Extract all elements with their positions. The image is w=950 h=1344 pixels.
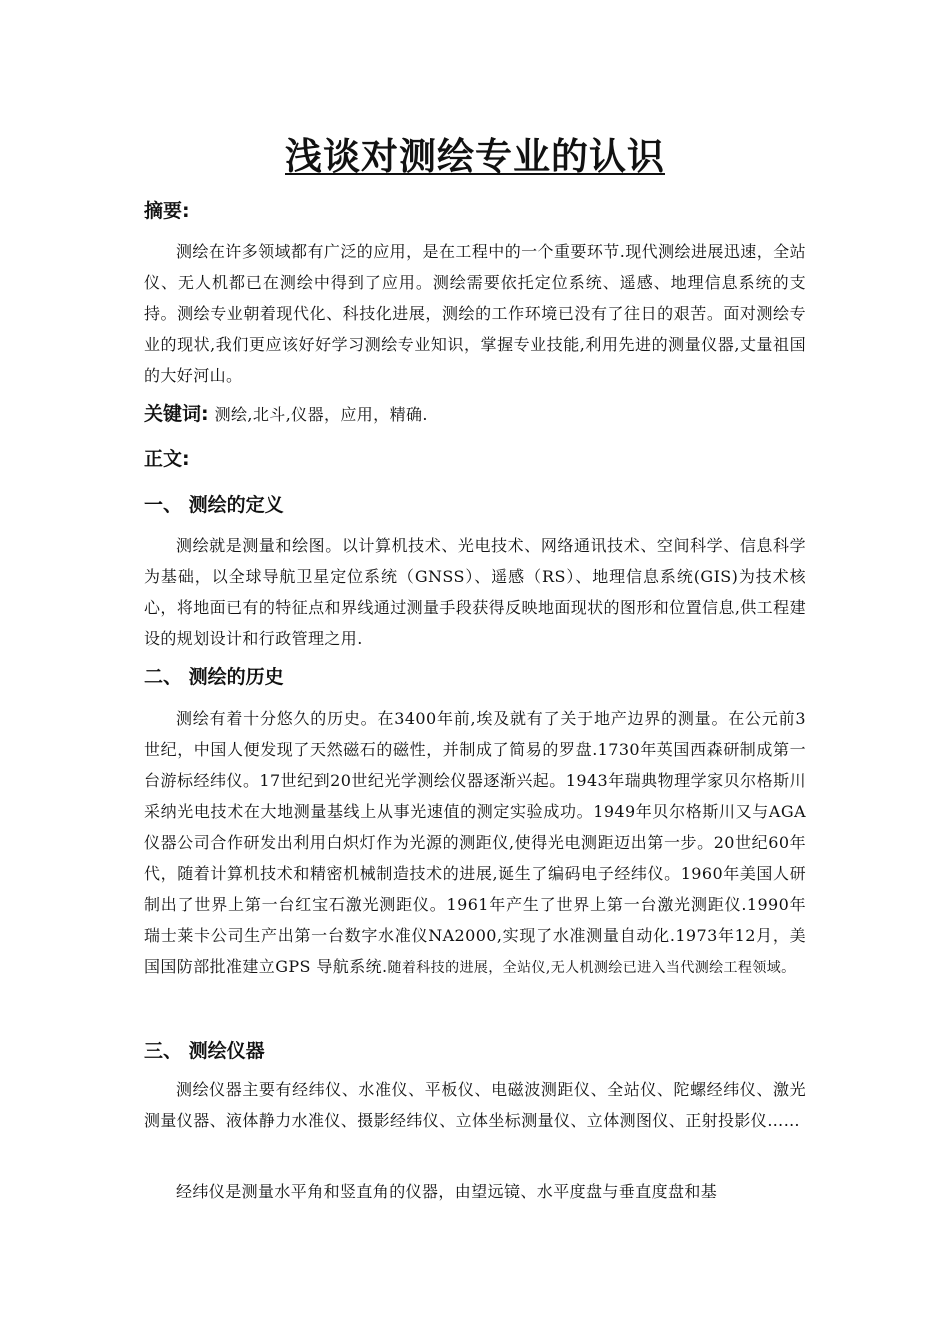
keywords-line [144,399,428,426]
section-2-text-tail: 随着科技的进展，全站仪,无人机测绘已进入当代测绘工程领域。 [387,960,796,976]
section-2-text-main: 测绘有着十分悠久的历史。在3400年前,埃及就有了关于地产边界的测量。在公元前3世纪，中国人便发现了天然磁石的磁性，并制成了简易的罗盘.1730年英国西森研制成第一台游标经纬仪。17世纪到20世纪光学测绘仪器逐渐兴起。1943年瑞典物理学家贝尔格斯川采纳光电技术在大地测量基线上从事光速值的测定实验成功。1949年贝尔格斯川又与AGA仪器公司合作研发出利用白炽灯作为光源的测距仪,使得光电测距迈出第一步。20世纪60年代，随着计算机技术和精密机械制造技术的进展,诞生了编码电子经纬仪。1960年美国人研制出了世界上第一台红宝石激光测距仪。1961年产生了世界上第一台激光测距仪.1990年瑞士莱卡公司生产出第一台数字水准仪NA2000,实现了水准测量自动化.1973年12月，美国国防部批准建立GPS 导航系统. [144,709,806,976]
abstract-text: 测绘在许多领域都有广泛的应用，是在工程中的一个重要环节.现代测绘进展迅速，全站仪、无人机都已在测绘中得到了应用。测绘需要依托定位系统、遥感、地理信息系统的支持。测绘专业朝着现代化、科技化进展，测绘的工作环境已没有了往日的艰苦。面对测绘专业的现状,我们更应该好好学习测绘专业知识，掌握专业技能,利用先进的测量仪器,丈量祖国的大好河山。 [144,242,806,385]
body-heading: 正文: [144,448,190,470]
document-title-wrap [0,126,950,180]
section-1-heading: 一、 测绘的定义 [144,494,284,516]
abstract-heading: 摘要: [144,200,190,222]
section-3-heading: 三、 测绘仪器 [144,1040,265,1062]
keywords-text: 测绘,北斗,仪器，应用，精确. [214,405,428,424]
keywords-label: 关键词: [144,403,209,425]
section-1-text: 测绘就是测量和绘图。以计算机技术、光电技术、网络通讯技术、空间科学、信息科学为基础，以全球导航卫星定位系统（GNSS）、遥感（RS）、地理信息系统(GIS)为技术核心，将地面已有的特征点和界线通过测量手段获得反映地面现状的图形和位置信息,供工程建设的规划设计和行政管理之用. [144,536,806,648]
section-2-text [144,703,806,984]
section-3-text: 测绘仪器主要有经纬仪、水准仪、平板仪、电磁波测距仪、全站仪、陀螺经纬仪、激光测量仪器、液体静力水准仪、摄影经纬仪、立体坐标测量仪、立体测图仪、正射投影仪…… [144,1080,806,1130]
section-2-heading: 二、 测绘的历史 [144,666,284,688]
section-3-text-2: 经纬仪是测量水平角和竖直角的仪器，由望远镜、水平度盘与垂直度盘和基 [176,1182,718,1201]
document-title: 浅谈对测绘专业的认识 [285,135,665,178]
